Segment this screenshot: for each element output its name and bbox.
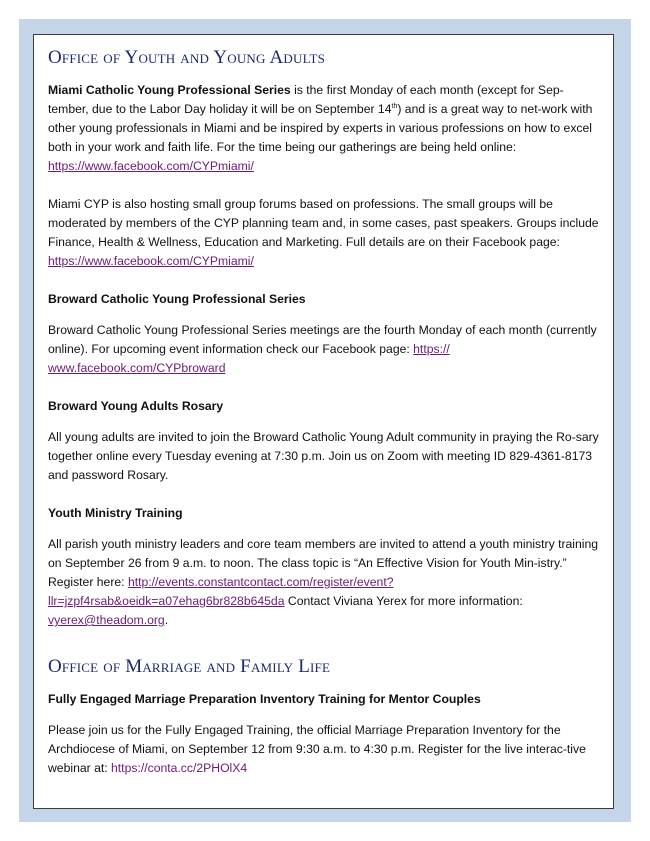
rosary-heading: Broward Young Adults Rosary xyxy=(48,399,224,413)
broward-series-text: Broward Catholic Young Professional Series meetings are the fourth Monday of each month (currently online). For upcoming event information check our Facebook page: xyxy=(48,323,597,356)
marriage-heading: Fully Engaged Marriage Preparation Inventory Training for Mentor Couples xyxy=(48,692,481,706)
training-paragraph xyxy=(48,535,599,630)
miami-groups-text: Miami CYP is also hosting small group forums based on professions. The small groups will be moderated by members of the CYP planning team and, in some cases, past speakers. Groups include Finance, Health & Wellness, Education and Marketing. Full details are on their Facebook page: xyxy=(48,197,599,249)
miami-series-paragraph xyxy=(48,81,599,176)
section-title-youth: Office of Youth and Young Adults xyxy=(48,47,326,68)
marriage-text: Please join us for the Fully Engaged Training, the official Marriage Preparation Inventory for the Archdiocese of Miami, on September 12 from 9:30 a.m. to 4:30 p.m. Register for the live interac-tive webinar at: xyxy=(48,723,586,775)
training-period: . xyxy=(164,613,169,627)
newsletter-card xyxy=(33,34,614,809)
miami-groups-paragraph xyxy=(48,195,599,271)
broward-series-heading: Broward Catholic Young Professional Series xyxy=(48,292,306,306)
broward-series-paragraph xyxy=(48,321,599,378)
newsletter-content xyxy=(48,47,599,778)
miami-series-text: is the first Monday of each month (except for Sep-tember, due to the Labor Day holiday it will be on September 14 xyxy=(48,83,564,116)
rosary-paragraph: All young adults are invited to join the Broward Catholic Young Adult community in praying the Ro-sary together online every Tuesday evening at 7:30 p.m. Join us on Zoom with meeting ID 829-4361-8173 and password Rosary. xyxy=(48,430,599,482)
superscript-th: th xyxy=(391,102,398,110)
miami-series-lead: Miami Catholic Young Professional Series xyxy=(48,83,291,97)
training-contact-text: Contact Viviana Yerex for more information: xyxy=(284,594,523,608)
email-link[interactable]: vyerex@theadom.org xyxy=(48,613,165,627)
facebook-cypbroward-link[interactable]: https://​www.facebook.com/CYPbroward xyxy=(48,342,450,375)
conta-cc-link[interactable]: https://conta.cc/2PHOlX4 xyxy=(111,761,248,775)
facebook-cypmiami-link-2[interactable]: https://www.facebook.com/CYPmiami/ xyxy=(48,254,254,268)
miami-series-text-cont: ) and is a great way to net-work with other young professionals in Miami and be inspired by experts in various professions on how to excel both in your work and faith life. For the time being our gatherings are being held online: xyxy=(48,102,593,154)
facebook-cypmiami-link[interactable]: https://www.facebook.com/CYPmiami/ xyxy=(48,159,254,173)
section-title-marriage: Office of Marriage and Family Life xyxy=(48,656,331,677)
marriage-paragraph xyxy=(48,721,599,778)
training-heading: Youth Ministry Training xyxy=(48,506,183,520)
training-text: All parish youth ministry leaders and core team members are invited to attend a youth ministry training on September 26 from 9 a.m. to noon. The class topic is “An Effective Vision for Youth Min-istry.” Register here: xyxy=(48,537,599,589)
constantcontact-register-link[interactable]: http://events.constantcontact.com/register/event?​llr=jzpf4rsab&oeidk=a07ehag6br828b645da xyxy=(48,575,394,608)
